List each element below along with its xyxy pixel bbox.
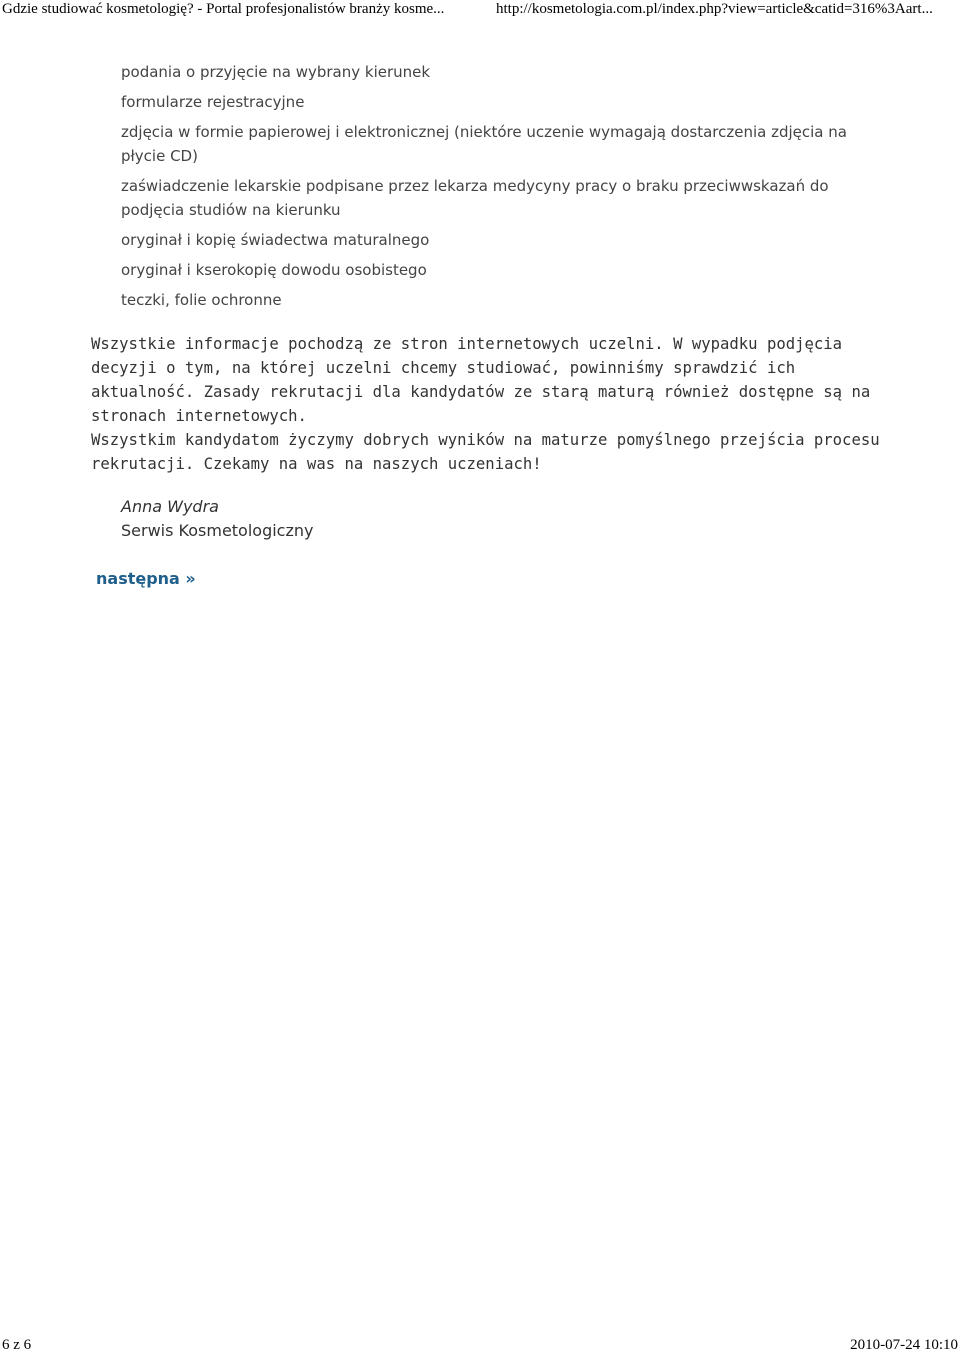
author-name: Anna Wydra (121, 497, 219, 516)
requirements-list (121, 60, 881, 318)
list-item: zdjęcia w formie papierowej i elektronicznej (niektóre uczenie wymagają dostarczenia zdjęcia na płycie CD) (121, 123, 847, 165)
author-organization: Serwis Kosmetologiczny (121, 521, 314, 540)
author-signature (121, 495, 313, 543)
list-item: zaświadczenie lekarskie podpisane przez lekarza medycyny pracy o braku przeciwwskazań do podjęcia studiów na kierunku (121, 177, 829, 219)
list-item: podania o przyjęcie na wybrany kierunek (121, 63, 431, 81)
list-item: formularze rejestracyjne (121, 93, 305, 111)
list-item: oryginał i kopię świadectwa maturalnego (121, 231, 430, 249)
print-header (0, 0, 960, 22)
page-url: http://kosmetologia.com.pl/index.php?view=article&catid=316%3Aart... (496, 1, 933, 17)
page-number: 6 z 6 (2, 1337, 32, 1353)
next-page-link[interactable]: następna » (96, 569, 196, 588)
list-item: teczki, folie ochronne (121, 291, 282, 309)
print-footer (0, 1337, 960, 1357)
list-item: oryginał i kserokopię dowodu osobistego (121, 261, 427, 279)
wishes-paragraph: Wszystkim kandydatom życzymy dobrych wyników na maturze pomyślnego przejścia procesu rekrutacji. Czekamy na was na naszych uczeniach! (91, 431, 880, 473)
info-paragraph: Wszystkie informacje pochodzą ze stron internetowych uczelni. W wypadku podjęcia decyzji o tym, na której uczelni chcemy studiować, powinniśmy sprawdzić ich aktualność. Zasady rekrutacji dla kandydatów ze starą maturą również dostępne są na stronach internetowych. (91, 335, 871, 425)
page-title: Gdzie studiować kosmetologię? - Portal profesjonalistów branży kosme... (2, 1, 445, 17)
print-date: 2010-07-24 10:10 (850, 1337, 958, 1353)
